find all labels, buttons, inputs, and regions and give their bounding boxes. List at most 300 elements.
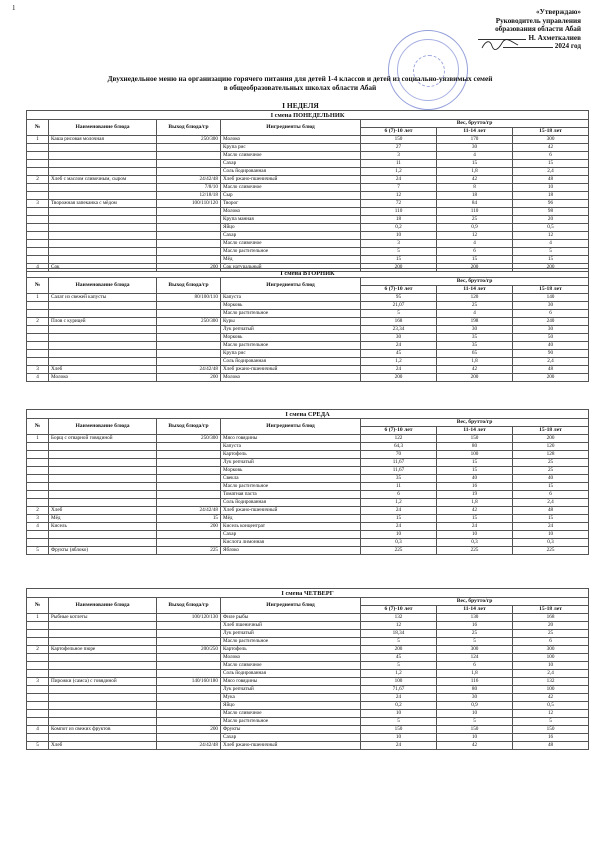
dish-output: 200/250	[157, 646, 221, 654]
ingredient-name: Морковь	[221, 334, 361, 342]
row-number	[27, 499, 49, 507]
table-row	[27, 294, 589, 302]
header-num: №	[27, 419, 49, 435]
dish-name: Мёд	[49, 515, 157, 523]
weight-age-1: 21,07	[361, 302, 437, 310]
row-number: 3	[27, 200, 49, 208]
dish-output	[157, 702, 221, 710]
dish-output: 15	[157, 515, 221, 523]
ingredient-name: Молоко	[221, 208, 361, 216]
table-row	[27, 435, 589, 443]
weight-age-2: 0,3	[437, 539, 513, 547]
weight-age-1: 5	[361, 662, 437, 670]
ingredient-name: Соль йодированная	[221, 168, 361, 176]
ingredient-name: Морковь	[221, 467, 361, 475]
weight-age-1: 71,67	[361, 686, 437, 694]
dish-output: 24/42/48	[157, 176, 221, 184]
dish-output: 80/100/110	[157, 294, 221, 302]
header-age-3: 15-18 лет	[513, 128, 589, 136]
row-number	[27, 630, 49, 638]
weight-age-1: 5	[361, 718, 437, 726]
dish-output	[157, 491, 221, 499]
dish-output	[157, 694, 221, 702]
dish-output	[157, 686, 221, 694]
weight-age-3: 10	[513, 662, 589, 670]
weight-age-1: 64,3	[361, 443, 437, 451]
dish-name	[49, 248, 157, 256]
row-number	[27, 491, 49, 499]
dish-output	[157, 240, 221, 248]
week-title: I НЕДЕЛЯ	[282, 101, 319, 110]
row-number	[27, 459, 49, 467]
weight-age-2: 15	[437, 256, 513, 264]
weight-age-1: 5	[361, 248, 437, 256]
ingredient-name: Масло сливочное	[221, 184, 361, 192]
ingredient-name: Сыр	[221, 192, 361, 200]
ingredient-name: Фрукты	[221, 726, 361, 734]
weight-age-2: 6	[437, 662, 513, 670]
dish-output: 225	[157, 547, 221, 555]
row-number: 5	[27, 547, 49, 555]
approval-line-4: Н. Ахметкалиев	[528, 33, 581, 42]
weight-age-1: 35	[361, 475, 437, 483]
weight-age-3: 48	[513, 742, 589, 750]
table-row	[27, 144, 589, 152]
weight-age-2: 120	[437, 294, 513, 302]
weight-age-2: 8	[437, 184, 513, 192]
row-number: 1	[27, 435, 49, 443]
ingredient-name: Масло растительное	[221, 248, 361, 256]
weight-age-2: 80	[437, 686, 513, 694]
dish-name	[49, 630, 157, 638]
dish-name: Компот из свежих фруктов	[49, 726, 157, 734]
weight-age-2: 5	[437, 638, 513, 646]
header-weight: Вес, брутто/гр	[361, 419, 589, 427]
dish-output: 100/120/130	[157, 614, 221, 622]
row-number	[27, 302, 49, 310]
dish-name	[49, 256, 157, 264]
weight-age-2: 25	[437, 302, 513, 310]
table-row	[27, 160, 589, 168]
dish-name: Плов с курицей	[49, 318, 157, 326]
ingredient-name: Соль йодированная	[221, 499, 361, 507]
weight-age-3: 5	[513, 248, 589, 256]
weight-age-3: 2,4	[513, 358, 589, 366]
weight-age-2: 300	[437, 646, 513, 654]
dish-name	[49, 232, 157, 240]
dish-name	[49, 216, 157, 224]
header-output: Выход блюда/гр	[157, 419, 221, 435]
dish-name: Каша рисовая молочная	[49, 136, 157, 144]
header-age-1: 6 (7)-10 лет	[361, 427, 437, 435]
weight-age-2: 1,8	[437, 168, 513, 176]
table-row	[27, 176, 589, 184]
day-title: I смена СРЕДА	[27, 410, 589, 419]
dish-output	[157, 232, 221, 240]
header-output: Выход блюда/гр	[157, 598, 221, 614]
weight-age-3: 10	[513, 184, 589, 192]
table-row	[27, 256, 589, 264]
weight-age-3: 15	[513, 160, 589, 168]
row-number	[27, 310, 49, 318]
weight-age-3: 200	[513, 374, 589, 382]
weight-age-3: 100	[513, 654, 589, 662]
row-number: 3	[27, 515, 49, 523]
dish-output	[157, 483, 221, 491]
row-number: 4	[27, 264, 49, 272]
dish-output: 24/42/48	[157, 742, 221, 750]
dish-name: Творожная запеканка с мёдом	[49, 200, 157, 208]
weight-age-3: 6	[513, 638, 589, 646]
header-age-3: 15-18 лет	[513, 606, 589, 614]
row-number	[27, 638, 49, 646]
dish-output	[157, 459, 221, 467]
weight-age-1: 11,67	[361, 459, 437, 467]
header-dish: Наименование блюда	[49, 278, 157, 294]
weight-age-2: 12	[437, 232, 513, 240]
ingredient-name: Хлеб пшеничный	[221, 622, 361, 630]
ingredient-name: Молоко	[221, 654, 361, 662]
weight-age-3: 10	[513, 531, 589, 539]
dish-name	[49, 686, 157, 694]
ingredient-name: Крупа рис	[221, 144, 361, 152]
weight-age-3: 0,3	[513, 539, 589, 547]
ingredient-name: Капуста	[221, 443, 361, 451]
weight-age-2: 25	[437, 216, 513, 224]
dish-output	[157, 622, 221, 630]
weight-age-1: 168	[361, 318, 437, 326]
ingredient-name: Кислота лимонная	[221, 539, 361, 547]
row-number	[27, 184, 49, 192]
weight-age-3: 140	[513, 294, 589, 302]
weight-age-3: 42	[513, 694, 589, 702]
header-age-1: 6 (7)-10 лет	[361, 286, 437, 294]
ingredient-name: Сахар	[221, 531, 361, 539]
row-number	[27, 334, 49, 342]
weight-age-2: 116	[437, 678, 513, 686]
weight-age-2: 42	[437, 742, 513, 750]
dish-name	[49, 358, 157, 366]
dish-output	[157, 256, 221, 264]
dish-output	[157, 734, 221, 742]
table-row	[27, 718, 589, 726]
header-num: №	[27, 598, 49, 614]
ingredient-name: Творог	[221, 200, 361, 208]
row-number: 4	[27, 523, 49, 531]
dish-output	[157, 152, 221, 160]
dish-name	[49, 638, 157, 646]
ingredient-name: Масло сливочное	[221, 662, 361, 670]
ingredient-name: Сок натуральный	[221, 264, 361, 272]
dish-name	[49, 483, 157, 491]
table-row	[27, 702, 589, 710]
dish-output	[157, 710, 221, 718]
weight-age-1: 24	[361, 742, 437, 750]
weight-age-1: 24	[361, 507, 437, 515]
dish-name	[49, 670, 157, 678]
ingredient-name: Хлеб ржано-пшеничный	[221, 742, 361, 750]
weight-age-1: 0,2	[361, 702, 437, 710]
weight-age-3: 20	[513, 622, 589, 630]
ingredient-name: Хлеб ржано-пшеничный	[221, 507, 361, 515]
weight-age-1: 3	[361, 240, 437, 248]
weight-age-3: 6	[513, 491, 589, 499]
dish-name	[49, 302, 157, 310]
row-number: 1	[27, 294, 49, 302]
weight-age-2: 1,8	[437, 499, 513, 507]
ingredient-name: Морковь	[221, 302, 361, 310]
menu-table-thursday	[26, 588, 589, 750]
weight-age-2: 200	[437, 374, 513, 382]
dish-name	[49, 240, 157, 248]
dish-name	[49, 451, 157, 459]
header-output: Выход блюда/гр	[157, 278, 221, 294]
dish-output	[157, 475, 221, 483]
ingredient-name: Масло растительное	[221, 310, 361, 318]
ingredient-name: Томатная паста	[221, 491, 361, 499]
ingredient-name: Хлеб ржано-пшеничный	[221, 366, 361, 374]
row-number	[27, 734, 49, 742]
approval-line-5: 2024 год	[554, 42, 581, 51]
row-number: 3	[27, 678, 49, 686]
table-row	[27, 443, 589, 451]
weight-age-1: 6	[361, 491, 437, 499]
weight-age-3: 12	[513, 710, 589, 718]
weight-age-2: 1,8	[437, 670, 513, 678]
weight-age-2: 65	[437, 350, 513, 358]
weight-age-3: 150	[513, 726, 589, 734]
dish-name: Хлеб	[49, 366, 157, 374]
dish-output	[157, 531, 221, 539]
dish-name	[49, 694, 157, 702]
weight-age-1: 30	[361, 334, 437, 342]
dish-name	[49, 539, 157, 547]
weight-age-2: 16	[437, 622, 513, 630]
weight-age-1: 45	[361, 654, 437, 662]
ingredient-name: Масло сливочное	[221, 240, 361, 248]
ingredient-name: Крупа манная	[221, 216, 361, 224]
weight-age-3: 4	[513, 240, 589, 248]
weight-age-2: 100	[437, 451, 513, 459]
weight-age-2: 19	[437, 491, 513, 499]
table-row	[27, 310, 589, 318]
row-number	[27, 531, 49, 539]
page-number: 1	[12, 4, 16, 12]
row-number	[27, 710, 49, 718]
weight-age-1: 11	[361, 483, 437, 491]
header-age-2: 11-14 лет	[437, 286, 513, 294]
table-row	[27, 350, 589, 358]
weight-age-3: 98	[513, 208, 589, 216]
row-number	[27, 256, 49, 264]
ingredient-name: Мёд	[221, 256, 361, 264]
dish-output	[157, 350, 221, 358]
header-age-2: 11-14 лет	[437, 128, 513, 136]
header-age-1: 6 (7)-10 лет	[361, 128, 437, 136]
table-row	[27, 622, 589, 630]
header-dish: Наименование блюда	[49, 598, 157, 614]
header-ingredients: Ингредиенты блюд	[221, 278, 361, 294]
dish-output	[157, 334, 221, 342]
day-title: I смена ПОНЕДЕЛЬНИК	[27, 111, 589, 120]
weight-age-3: 12	[513, 232, 589, 240]
header-num: №	[27, 120, 49, 136]
ingredient-name: Мёд	[221, 515, 361, 523]
dish-name	[49, 718, 157, 726]
row-number	[27, 686, 49, 694]
row-number	[27, 342, 49, 350]
header-output: Выход блюда/гр	[157, 120, 221, 136]
row-number	[27, 216, 49, 224]
ingredient-name: Масло растительное	[221, 342, 361, 350]
dish-name	[49, 350, 157, 358]
dish-name	[49, 334, 157, 342]
weight-age-3: 6	[513, 310, 589, 318]
weight-age-1: 23,34	[361, 326, 437, 334]
weight-age-1: 1,2	[361, 358, 437, 366]
weight-age-3: 40	[513, 475, 589, 483]
weight-age-3: 0,5	[513, 702, 589, 710]
weight-age-2: 4	[437, 152, 513, 160]
dish-output: 250/300	[157, 318, 221, 326]
table-row	[27, 342, 589, 350]
ingredient-name: Свекла	[221, 475, 361, 483]
ingredient-name: Лук репчатый	[221, 630, 361, 638]
table-row	[27, 491, 589, 499]
handwritten-signature	[480, 38, 520, 52]
row-number: 4	[27, 726, 49, 734]
weight-age-2: 4	[437, 240, 513, 248]
table-row	[27, 152, 589, 160]
row-number: 2	[27, 318, 49, 326]
header-age-3: 15-18 лет	[513, 286, 589, 294]
weight-age-2: 10	[437, 734, 513, 742]
weight-age-3: 30	[513, 302, 589, 310]
weight-age-1: 12	[361, 622, 437, 630]
dish-output	[157, 342, 221, 350]
dish-name	[49, 160, 157, 168]
row-number	[27, 443, 49, 451]
dish-name: Салат из свежей капусты	[49, 294, 157, 302]
ingredient-name: Лук репчатый	[221, 459, 361, 467]
row-number	[27, 326, 49, 334]
weight-age-2: 150	[437, 435, 513, 443]
weight-age-3: 40	[513, 342, 589, 350]
ingredient-name: Лук репчатый	[221, 686, 361, 694]
dish-name	[49, 710, 157, 718]
table-row	[27, 248, 589, 256]
dish-output: 200	[157, 264, 221, 272]
day-title: I смена ВТОРНИК	[27, 269, 589, 278]
ingredient-name: Куры	[221, 318, 361, 326]
dish-output	[157, 248, 221, 256]
weight-age-2: 35	[437, 334, 513, 342]
weight-age-2: 16	[437, 483, 513, 491]
weight-age-1: 5	[361, 310, 437, 318]
row-number	[27, 718, 49, 726]
ingredient-name: Капуста	[221, 294, 361, 302]
weight-age-3: 25	[513, 467, 589, 475]
weight-age-1: 15	[361, 256, 437, 264]
table-row	[27, 662, 589, 670]
weight-age-3: 20	[513, 216, 589, 224]
weight-age-2: 40	[437, 475, 513, 483]
weight-age-1: 122	[361, 435, 437, 443]
dish-name: Картофельное пюре	[49, 646, 157, 654]
row-number: 4	[27, 374, 49, 382]
table-row	[27, 366, 589, 374]
weight-age-2: 225	[437, 547, 513, 555]
weight-age-2: 10	[437, 710, 513, 718]
table-row	[27, 168, 589, 176]
dish-output	[157, 662, 221, 670]
header-age-3: 15-18 лет	[513, 427, 589, 435]
row-number	[27, 248, 49, 256]
ingredient-name: Сахар	[221, 160, 361, 168]
table-row	[27, 184, 589, 192]
dish-name	[49, 152, 157, 160]
weight-age-1: 0,3	[361, 539, 437, 547]
dish-output	[157, 670, 221, 678]
dish-output	[157, 638, 221, 646]
weight-age-2: 0,9	[437, 224, 513, 232]
ingredient-name: Яблоко	[221, 547, 361, 555]
ingredient-name: Молоко	[221, 136, 361, 144]
dish-output: 24/42/48	[157, 366, 221, 374]
ingredient-name: Масло растительное	[221, 483, 361, 491]
row-number	[27, 694, 49, 702]
weight-age-1: 200	[361, 264, 437, 272]
dish-name	[49, 144, 157, 152]
weight-age-2: 42	[437, 507, 513, 515]
row-number	[27, 168, 49, 176]
row-number: 1	[27, 136, 49, 144]
table-row	[27, 539, 589, 547]
row-number	[27, 475, 49, 483]
weight-age-1: 100	[361, 678, 437, 686]
weight-age-3: 50	[513, 334, 589, 342]
ingredient-name: Яйцо	[221, 702, 361, 710]
ingredient-name: Лук репчатый	[221, 326, 361, 334]
weight-age-1: 95	[361, 294, 437, 302]
dish-output: 100/110/120	[157, 200, 221, 208]
dish-name	[49, 467, 157, 475]
dish-name	[49, 168, 157, 176]
table-row	[27, 483, 589, 491]
header-dish: Наименование блюда	[49, 419, 157, 435]
row-number	[27, 483, 49, 491]
title-line-1: Двухнедельное меню на организацию горячего питания для детей 1-4 классов и детей из социально-уязвимых семей	[107, 74, 493, 83]
weight-age-3: 2,4	[513, 168, 589, 176]
dish-output	[157, 443, 221, 451]
dish-output	[157, 326, 221, 334]
ingredient-name: Соль йодированная	[221, 670, 361, 678]
table-row	[27, 742, 589, 750]
weight-age-2: 198	[437, 318, 513, 326]
row-number: 2	[27, 176, 49, 184]
weight-age-3: 2,4	[513, 499, 589, 507]
document-title	[60, 75, 540, 93]
weight-age-2: 0,9	[437, 702, 513, 710]
dish-name	[49, 192, 157, 200]
table-row	[27, 531, 589, 539]
weight-age-2: 124	[437, 654, 513, 662]
weight-age-2: 110	[437, 208, 513, 216]
weight-age-3: 16	[513, 734, 589, 742]
weight-age-1: 10	[361, 734, 437, 742]
ingredient-name: Картофель	[221, 646, 361, 654]
weight-age-2: 15	[437, 459, 513, 467]
